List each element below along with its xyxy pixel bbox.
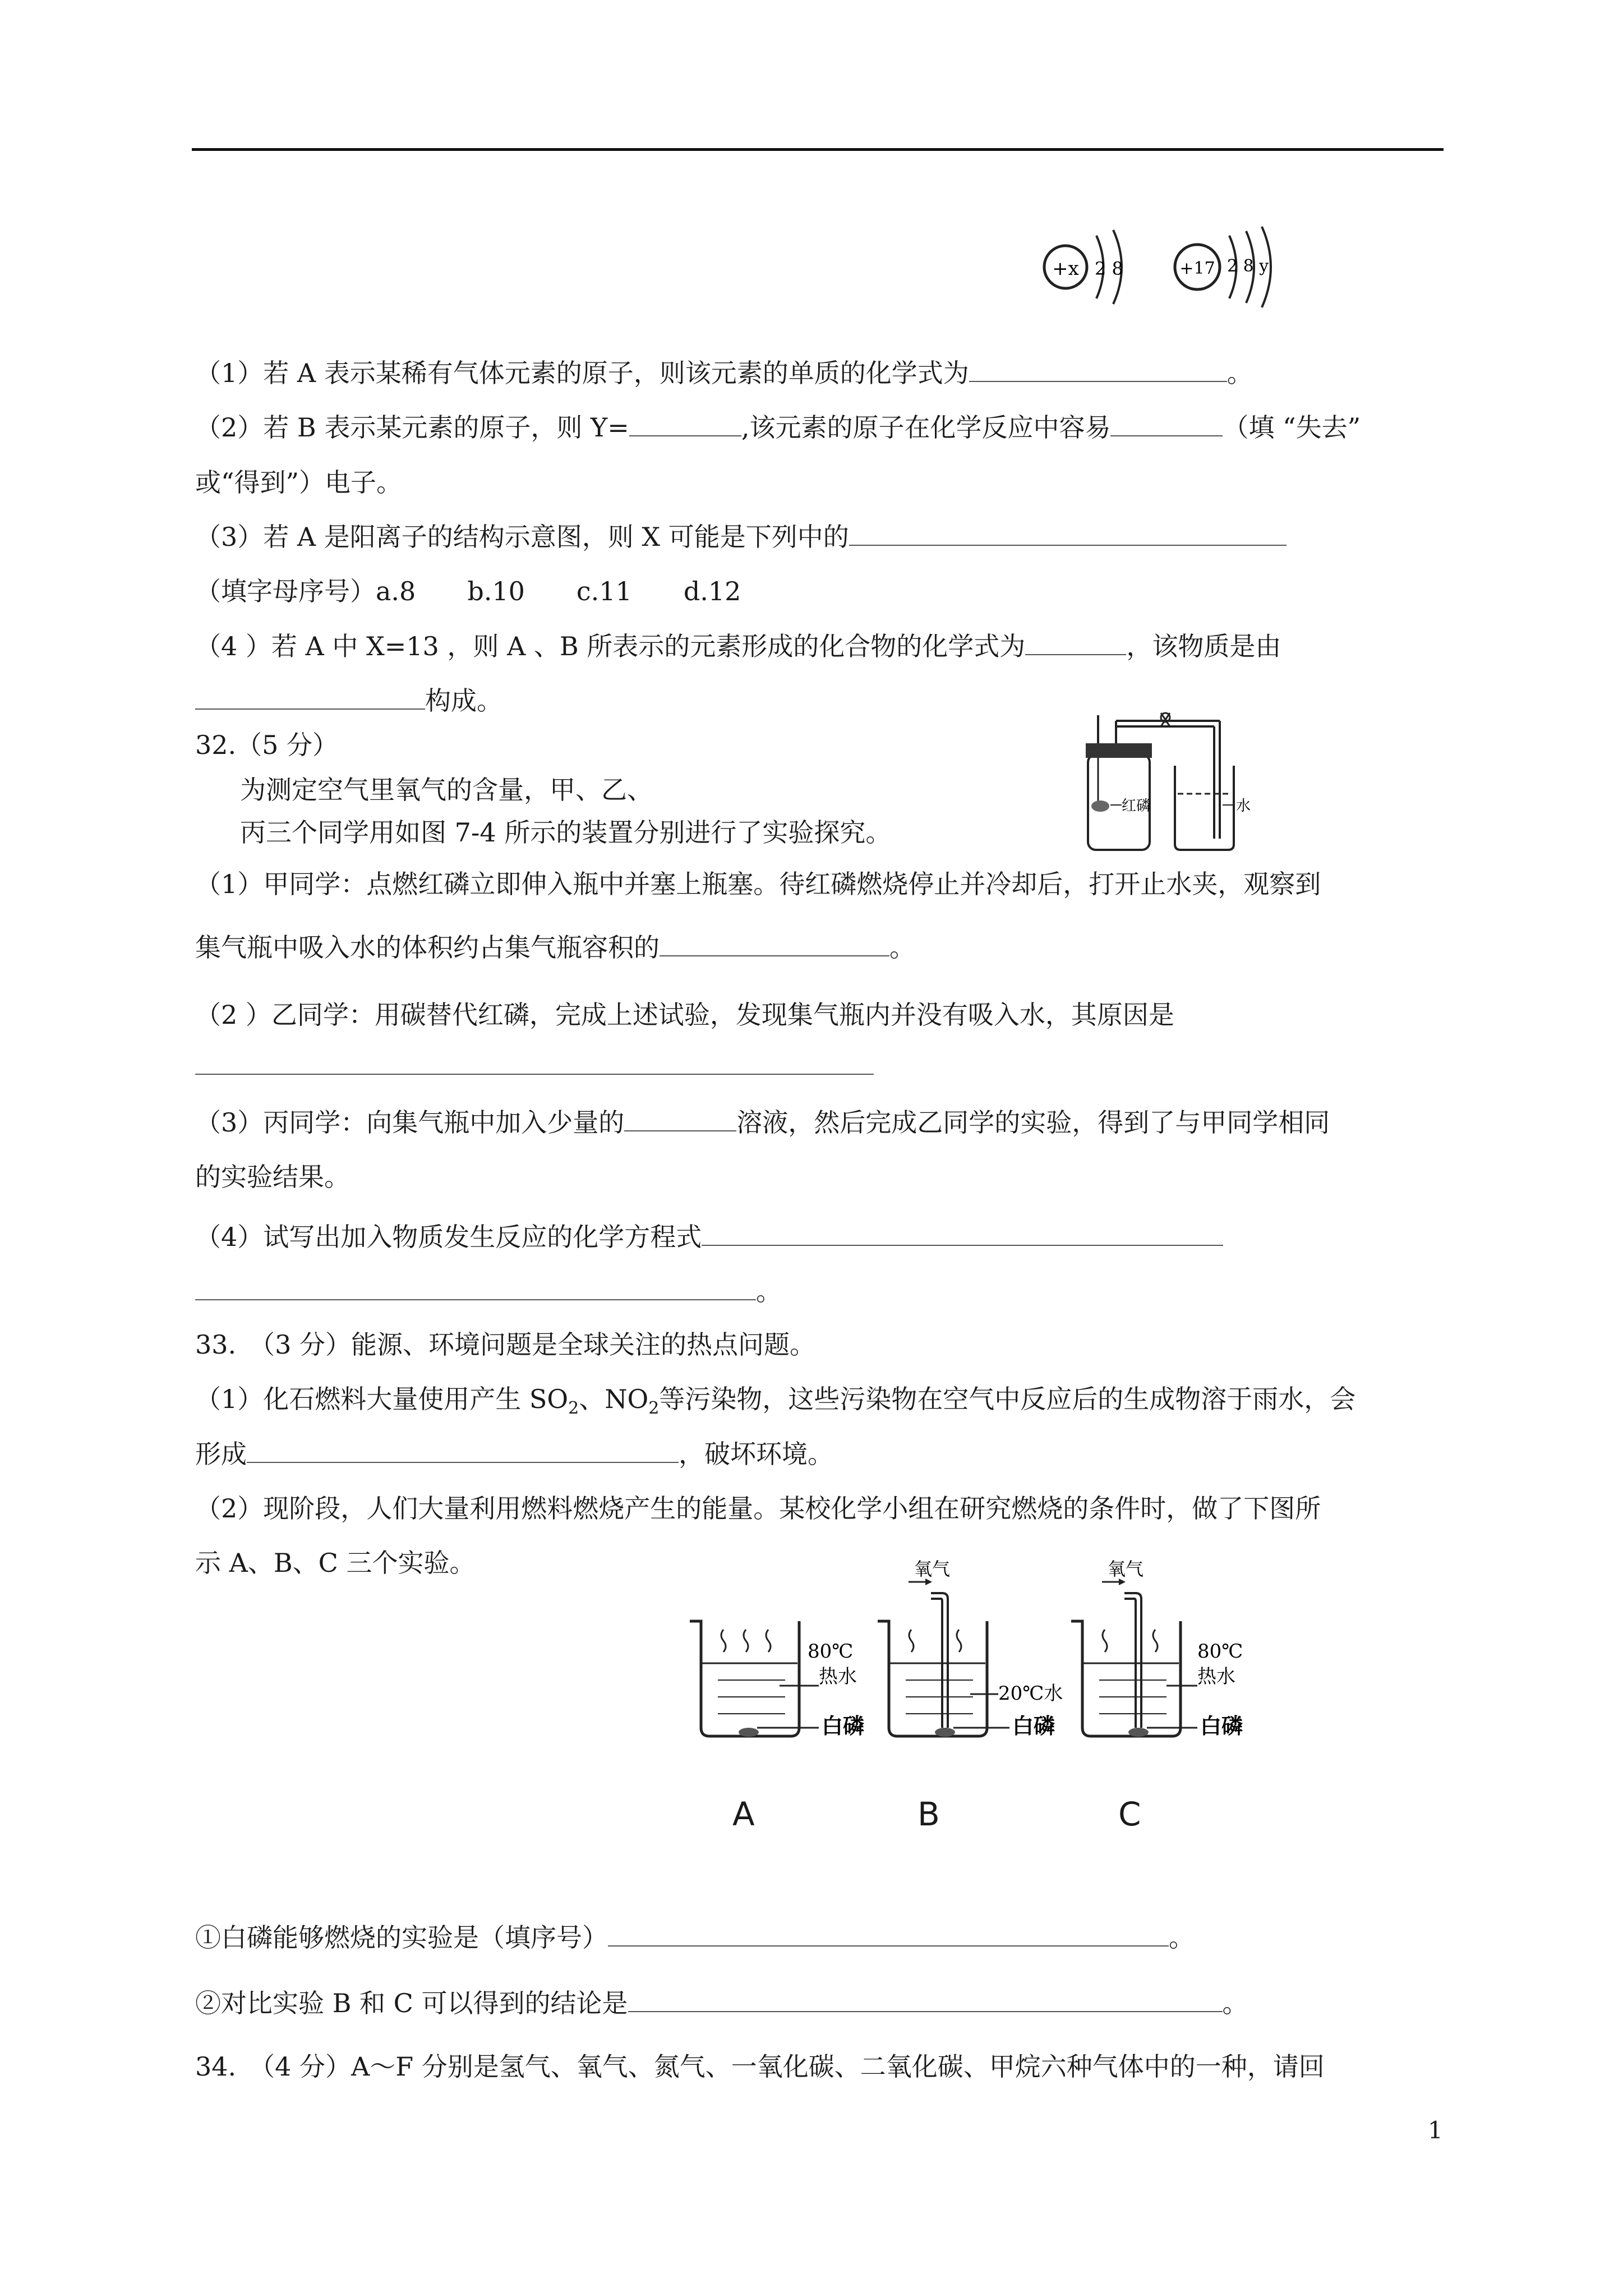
fig-b-cold-water: 20℃水 [998,1682,1063,1705]
answer-blank[interactable] [629,411,741,436]
q32-heading: 32.（5 分） [195,730,339,760]
fig-b-oxygen: 氧气 [914,1559,951,1580]
q31-line-1: （1）若 A 表示某稀有气体元素的原子，则该元素的单质的化学式为 。 [195,356,1253,390]
fig-b-white-p: 白磷 [1012,1713,1055,1738]
answer-blank[interactable] [628,1986,1223,2012]
q31-line-7: 构成。 [195,684,502,717]
combustion-experiment-figure [684,1559,1290,1750]
fig-a-white-p: 白磷 [822,1713,865,1738]
fig-c-temp: 80℃ [1197,1640,1243,1663]
q33-line-3: （2）现阶段，人们大量利用燃料燃烧产生的能量。某校化学小组在研究燃烧的条件时，做了下图所 [195,1493,1321,1524]
answer-blank[interactable] [195,1274,756,1300]
q32-line-7: 。 [195,1274,782,1308]
atom-a-shells: 2 8 [1095,258,1123,279]
q32-line-3-blank [195,1049,874,1083]
answer-blank[interactable] [608,1921,1169,1947]
fig-c-white-p: 白磷 [1200,1713,1243,1738]
fig-water-label: 水 [1236,798,1251,815]
fig-red-phosphorus-label: 红磷 [1122,798,1151,815]
answer-blank[interactable] [624,1106,736,1131]
answer-blank[interactable] [195,1049,874,1075]
beaker-a [690,1621,819,1737]
fig-c-oxygen: 氧气 [1108,1559,1144,1580]
q31-line-3: 或“得到”）电子。 [195,467,403,498]
q32-intro-1: 为测定空气里氧气的含量，甲、乙、 [240,775,653,805]
q32-line-6: （4）试写出加入物质发生反应的化学方程式 [195,1220,1223,1254]
q31-line-4: （3）若 A 是阳离子的结构示意图，则 X 可能是下列中的 [195,520,1287,554]
experiment-label-a: A [732,1795,755,1833]
q33-line-2: 形成 ，破坏环境。 [195,1437,833,1471]
q32-line-3: （2 ）乙同学：用碳替代红磷，完成上述试验，发现集气瓶内并没有吸入水，其原因是 [195,1000,1174,1030]
answer-blank[interactable] [1110,411,1223,436]
q32-intro-2: 丙三个同学用如图 7-4 所示的装置分别进行了实验探究。 [240,817,892,848]
q32-line-4: （3）丙同学：向集气瓶中加入少量的 溶液，然后完成乙同学的实验，得到了与甲同学相同 [195,1106,1330,1139]
beaker-b [878,1579,1009,1737]
answer-blank[interactable] [969,356,1227,382]
q34-heading: 34. （4 分）A～F 分别是氢气、氧气、氮气、一氧化碳、二氧化碳、甲烷六种气体中的一种，请回 [195,2051,1325,2082]
q32-line-5: 的实验结果。 [195,1162,350,1192]
q32-line-2: 集气瓶中吸入水的体积约占集气瓶容积的 。 [195,931,915,964]
answer-blank[interactable] [247,1437,679,1463]
answer-blank[interactable] [660,931,889,956]
q31-line-6: （4 ）若 A 中 X=13 ，则 A 、B 所表示的元素形成的化合物的化学式为 ，该物质是由 [195,629,1281,663]
header-rule [192,148,1444,151]
atom-a-nucleus: +x [1052,257,1079,280]
q31-line-5: （填字母序号）a.8 b.10 c.11 d.12 [195,576,741,606]
atom-b-nucleus: +17 [1179,259,1215,278]
q33-sub-2: ②对比实验 B 和 C 可以得到的结论是 。 [195,1986,1248,2020]
experiment-label-c: C [1118,1795,1141,1833]
beaker-c [1071,1579,1197,1737]
q33-line-1: （1）化石燃料大量使用产生 $SO_2$、$NO_2$等污染物，这些污染物在空气中反应后的生成物溶于雨水，会 [195,1384,1356,1419]
fig-c-hot-water: 热水 [1197,1665,1235,1688]
q33-sub-1: ①白磷能够燃烧的实验是（填序号） 。 [195,1921,1195,1954]
fig-a-hot-water: 热水 [819,1665,857,1688]
q32-line-1: （1）甲同学：点燃红磷立即伸入瓶中并塞上瓶塞。待红磷燃烧停止并冷却后，打开止水夹，观察到 [195,869,1321,899]
answer-blank[interactable] [702,1220,1223,1246]
page-number: 1 [1428,2116,1443,2144]
q31-line-2: （2）若 B 表示某元素的原子，则 Y= ,该元素的原子在化学反应中容易 （填 “失去” [195,411,1361,444]
q33-line-4: 示 A、B、C 三个实验。 [195,1548,476,1578]
atom-structure-diagram [1032,224,1301,320]
experiment-label-b: B [917,1795,940,1833]
fig-a-temp: 80℃ [808,1640,854,1663]
atom-b-shells: 2 8 y [1227,256,1269,276]
q33-heading: 33. （3 分）能源、环境问题是全球关注的热点问题。 [195,1329,816,1360]
answer-blank[interactable] [849,520,1287,546]
red-phosphorus-apparatus-figure [1066,710,1256,855]
answer-blank[interactable] [1025,629,1126,655]
answer-blank[interactable] [195,684,425,710]
